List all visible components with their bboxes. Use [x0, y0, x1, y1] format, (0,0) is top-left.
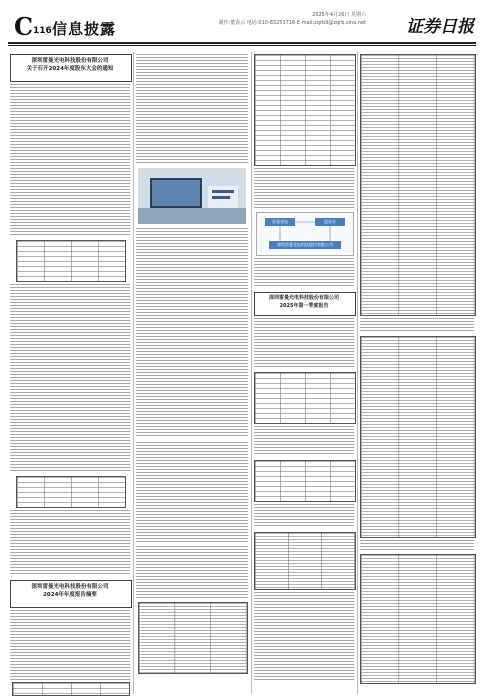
diagram-node-bottom: 深圳雷曼光电科技股份有限公司: [269, 241, 341, 249]
masthead: [8, 8, 476, 42]
diagram-connectors: [257, 213, 353, 255]
summary-table: [12, 682, 130, 696]
body-text: [254, 258, 354, 288]
column-2: [136, 52, 248, 694]
financial-table: [138, 602, 248, 674]
diagram-node-right: 股东方: [315, 218, 345, 226]
body-text: [136, 228, 248, 438]
column-3: [254, 52, 354, 694]
column-separator: [133, 52, 134, 694]
body-text: [254, 426, 354, 456]
article-title: 关于召开2024年度股东大会的通知: [26, 66, 114, 72]
body-text: [360, 318, 474, 332]
shareholder-table-2: [254, 532, 356, 590]
body-text: [10, 610, 130, 680]
body-text: [360, 540, 474, 550]
section-title: 信息披露: [52, 20, 117, 38]
product-photo: [138, 168, 246, 224]
body-text: [136, 442, 248, 542]
masthead-rule-thin: [8, 45, 476, 46]
body-text: [10, 284, 130, 472]
article-company: 深圳雷曼光电科技股份有限公司: [268, 295, 339, 301]
body-text: [136, 54, 248, 164]
column-4: [360, 52, 474, 694]
editor-info: 制作:董春云 电话:010-83251716 E-mail:zqrb9@zqrb.sina.net: [218, 20, 366, 26]
article-company: 深圳雷曼光电科技股份有限公司: [31, 584, 109, 590]
section-letter: C: [14, 12, 34, 41]
income-statement-table: [360, 336, 476, 538]
article-company: 深圳雷曼光电科技股份有限公司: [31, 58, 109, 64]
newspaper-logo: 证券日报: [406, 17, 474, 37]
cash-flow-table: [360, 554, 476, 684]
masthead-rule: [8, 42, 476, 44]
body-text: [136, 546, 248, 598]
body-text: [10, 84, 130, 236]
diagram-node-left: 雷曼光电: [265, 218, 295, 226]
agenda-table: [16, 240, 126, 282]
article-title: 2024年年度报告摘要: [43, 592, 97, 598]
ownership-diagram: [256, 212, 354, 256]
body-text: [254, 168, 354, 208]
shareholder-table: [254, 54, 356, 166]
column-separator: [251, 52, 252, 694]
body-text: [10, 510, 130, 576]
column-separator: [357, 52, 358, 694]
article-title: 2025年第一季度报告: [279, 303, 329, 309]
nonrecurring-table: [254, 460, 356, 502]
issue-date: 2025年4月26日 星期六: [312, 12, 366, 18]
quarterly-table: [254, 372, 356, 424]
column-1: [10, 52, 130, 694]
body-text: [254, 592, 354, 682]
led-screen-image: [138, 168, 246, 224]
balance-sheet-table: [360, 54, 476, 316]
section-number: 116: [33, 26, 52, 36]
vote-table: [16, 476, 126, 508]
body-text: [254, 318, 354, 368]
body-text: [254, 504, 354, 528]
